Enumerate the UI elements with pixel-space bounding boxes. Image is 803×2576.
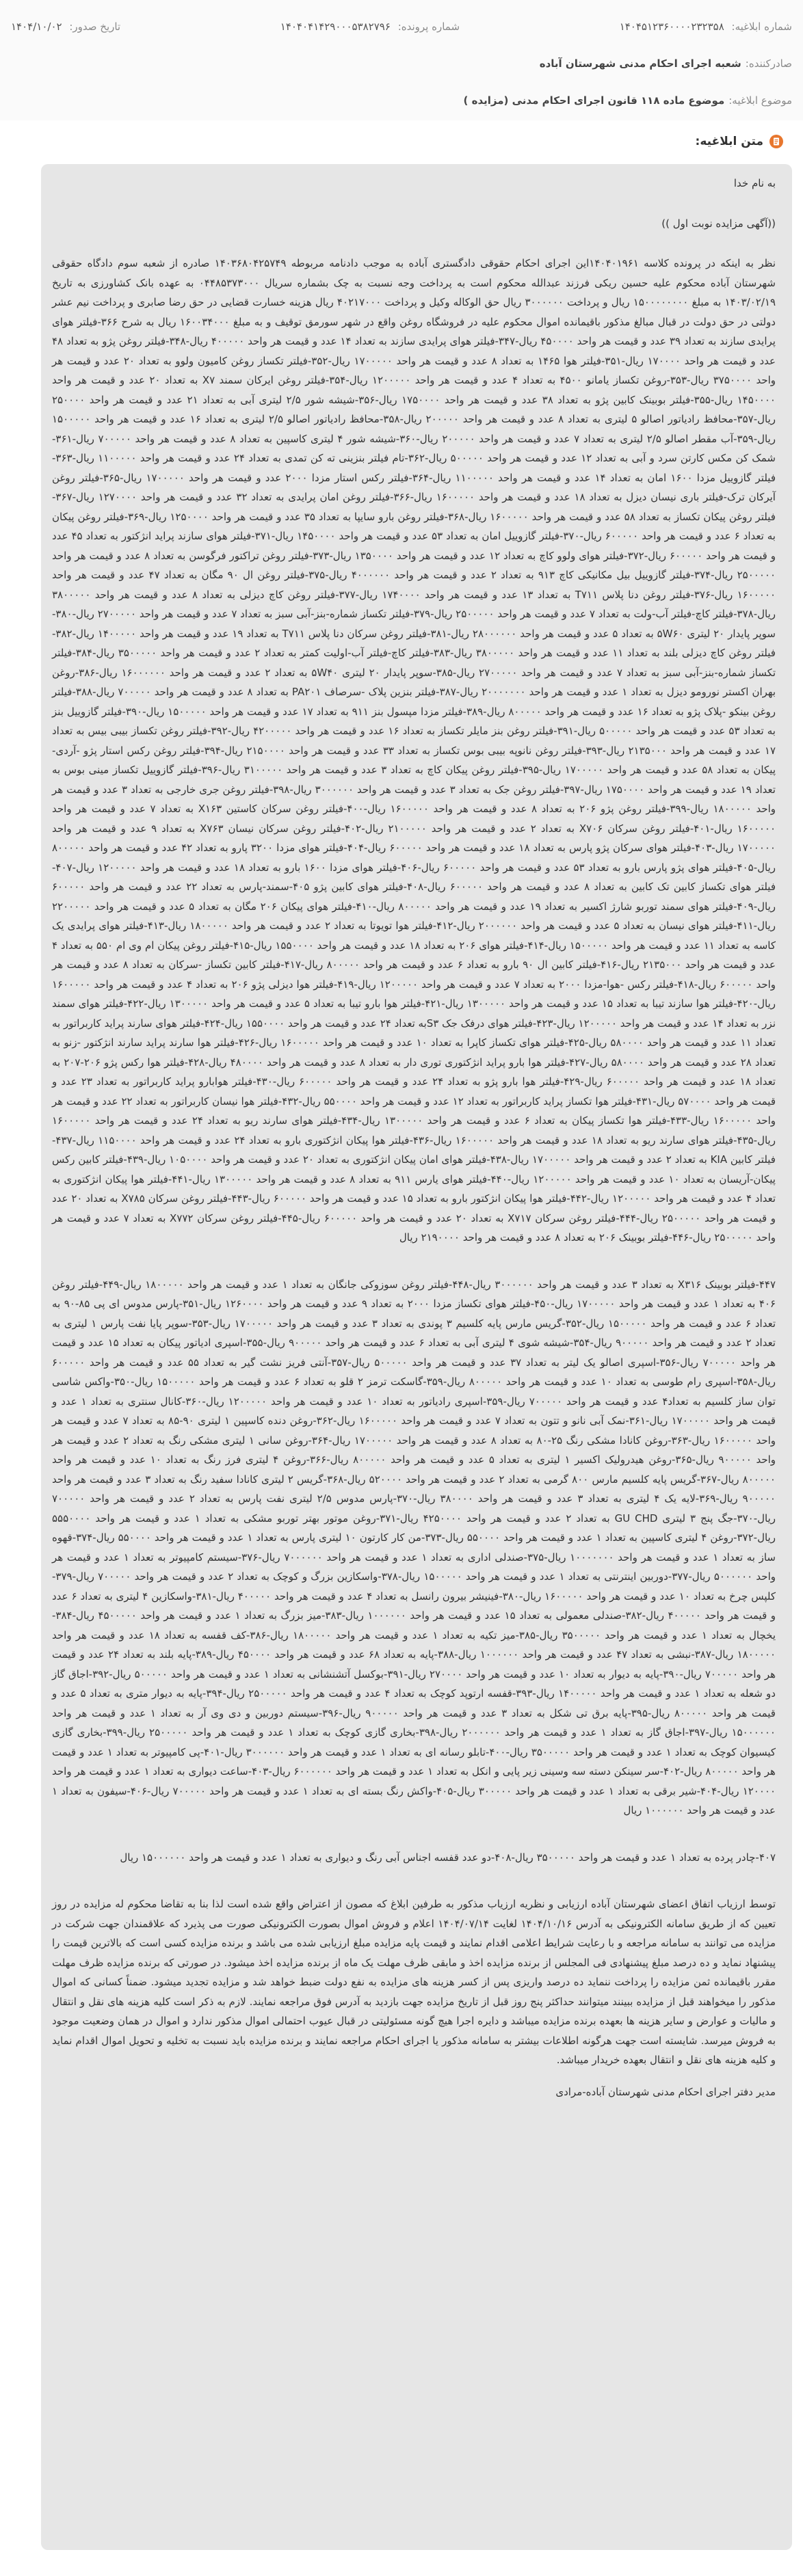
case-number-label: شماره پرونده: [397,21,460,33]
section-title [696,134,784,149]
notice-body [52,174,776,2114]
section-title-text: متن ابلاغیه: [695,135,763,148]
case-number: ۱۴۰۴۰۴۱۴۲۹۰۰۰۵۳۸۲۷۹۶ [280,21,391,33]
body-paragraph-items-1: نظر به اینکه در پرونده کلاسه ۱۴۰۴۰۱۹۶۱این اجرای احکام حقوقی دادگستری آباده به موجب دادنامه مربوطه ۱۴۰۳۶۸۰۴۲۵۷۴۹ صادره از شعبه سوم دادگاه حقوقی شهرستان آباده محکوم علیه حسین ریکی فرزند عبدالله محکوم است به پرداخت وجه نسبت به چک بشماره سریال ۰۴۴۸۵۳۷۳۰۰۰ به عهده بانک کشاورزی به تاریخ ۱۴۰۳/۰۲/۱۹ به مبلغ ۱۵۰۰۰۰۰۰۰۰ ریال و پرداخت ۳۰۰۰۰۰۰ ریال حق الوکاله وکیل و پرداخت ۴۰۲۱۷۰۰۰ ریال هزینه خسارت قضایی در حق رضا صابری و پرداخت نیم عشر دولتی در حق دولت در قبال مبالغ مذکور باقیمانده اموال محکوم علیه در فروشگاه روغن واقع در شهر سورمق توقیف و به مبلغ ۱۶۰۰۳۴۰۰۰ ریال به شرح ۳۶۶-فیلتر هوای پرایدی سازند به تعداد ۳۹ عدد و قیمت هر واحد ۴۵۰۰۰۰ ریال-۳۴۷-فیلتر هوای پرایدی سازند به تعداد ۱۴ عدد و قیمت هر واحد ۴۰۰۰۰۰ ریال-۳۴۸-فیلتر روغن پژو به تعداد ۴۸ عدد و قیمت هر واحد ۱۷۰۰۰۰ ریال-۳۵۱-فیلتر هوا ۱۴۶۵ به تعداد ۸ عدد و قیمت هر واحد ۱۷۰۰۰۰۰ ریال-۳۵۲-فیلتر تکساز روغن کامیون ولوو به تعداد ۲۰ عدد و قیمت هر واحد ۳۷۵۰۰۰۰ ریال-۳۵۳-روغن تکساز یامانو ۴۵۰۰ به تعداد ۴ عدد و قیمت هر واحد ۱۲۰۰۰۰۰ ریال-۳۵۴-فیلتر روغن ایرکان سمند X۷ به تعداد ۲۰ عدد و قیمت هر واحد ۱۴۵۰۰۰۰ ریال-۳۵۵-فیلتر بوبینک کابین پژو به تعداد ۳۸ عدد و قیمت هر واحد ۱۷۵۰۰۰۰ ریال-۳۵۶-شیشه شور ۲/۵ لیتری آبی به تعداد ۲۱ عدد و قیمت هر واحد ۲۵۰۰۰۰ ریال-۳۵۷-محافظ رادیاتور اصالو ۵ لیتری به تعداد ۸ عدد و قیمت هر واحد ۲۰۰۰۰۰ ریال-۳۵۸-محافظ رادیاتور اصالو ۲/۵ لیتری به تعداد ۱۶ عدد و قیمت هر واحد ۱۵۰۰۰۰۰ ریال-۳۵۹-آب مقطر اصالو ۲/۵ لیتری به تعداد ۷ عدد و قیمت هر واحد ۲۰۰۰۰۰ ریال-۳۶۰-شیشه شور ۴ لیتری کاسپین به تعداد ۸ عدد و قیمت هر واحد ۷۰۰۰۰۰ ریال-۳۶۱-شمک کن مکس کارتن سرد و آبی به تعداد ۱۲ عدد و قیمت هر واحد ۵۰۰۰۰۰ ریال-۳۶۲-تام فیلتر بنزینی ته کن تمدی به تعداد ۲۴ عدد و قیمت هر واحد ۱۱۰۰۰۰۰ ریال-۳۶۳-فیلتر گازوییل مزدا ۱۶۰۰ امان به تعداد ۱۴ عدد و قیمت هر واحد ۱۱۰۰۰۰۰ ریال-۳۶۴-فیلتر رکس استار مزدا ۲۰۰۰ عدد و قیمت هر واحد ۱۷۰۰۰۰۰ ریال-۳۶۵-فیلتر روغن آیرکان ترک-فیلتر باری نیسان دیزل به تعداد ۱۸ عدد و قیمت هر واحد ۱۶۰۰۰۰۰ ریال-۳۶۶-فیلتر روغن امان پرایدی به تعداد ۳۲ عدد و قیمت هر واحد ۱۲۷۰۰۰۰ ریال-۳۶۷-فیلتر روغن پیکان تکساز به تعداد ۵۸ عدد و قیمت هر واحد ۱۶۰۰۰۰۰ ریال-۳۶۸-فیلتر روغن بارو سایپا به تعداد ۳۵ عدد و قیمت هر واحد ۱۲۵۰۰۰۰ ریال-۳۶۹-فیلتر روغن پیکان به تعداد ۶ عدد و قیمت هر واحد ۶۰۰۰۰۰ ریال-۳۷۰-فیلتر گازوییل امان به تعداد ۵۳ عدد و قیمت هر واحد ۱۴۵۰۰۰۰ ریال-۳۷۱-فیلتر هوای سازند پراید انژکتور به تعداد ۴۵ عدد و قیمت هر واحد ۶۰۰۰۰۰ ریال-۳۷۲-فیلتر هوای ولوو کاچ به تعداد ۱۲ عدد و قیمت هر واحد ۱۳۵۰۰۰۰ ریال-۳۷۳-فیلتر روغن تراکتور فرگوسن به تعداد ۸ عدد و قیمت هر واحد ۲۵۰۰۰۰۰ ریال-۳۷۴-فیلتر گازوییل بیل مکانیکی کاچ ۹۱۳ به تعداد ۲ عدد و قیمت هر واحد ۴۰۰۰۰۰۰ ریال-۳۷۵-فیلتر روغن ال ۹۰ مگان به تعداد ۴۷ عدد و قیمت هر واحد ۱۶۰۰۰۰۰ ریال-۳۷۶-فیلتر روغن دنا پلاس T۷۱۱ به تعداد ۱۳ عدد و قیمت هر واحد ۱۷۴۰۰۰۰ ریال-۳۷۷-فیلتر روغن کاچ دیزلی به تعداد ۸ عدد و قیمت هر واحد ۳۸۰۰۰۰۰ ریال-۳۷۸-فیلتر کاچ-فیلتر آب-ولت به تعداد ۷ عدد و قیمت هر واحد ۲۵۰۰۰۰۰ ریال-۳۷۹-فیلتر تکساز شماره-بنز-آبی سبز به تعداد ۷ عدد و قیمت هر واحد ۲۷۰۰۰۰۰ ریال-۳۸۰-سوپر پایدار ۲۰ لیتری ۵W۶۰ به تعداد ۵ عدد و قیمت هر واحد ۲۸۰۰۰۰۰۰ ریال-۳۸۱-فیلتر روغن سرکان دنا پلاس T۷۱۱ به تعداد ۱۹ عدد و قیمت هر واحد ۱۴۰۰۰۰۰ ریال-۳۸۲-فیلتر روغن کاچ دیزلی بلند به تعداد ۱۱ عدد و قیمت هر واحد ۳۸۰۰۰۰۰ ریال-۳۸۳-فیلتر کاچ-فیلتر آب-اولیت کمتر به تعداد ۲ عدد و قیمت هر واحد ۳۵۰۰۰۰۰ ریال-۳۸۴-فیلتر تکساز شماره-بنز-آبی سبز به تعداد ۷ عدد و قیمت هر واحد ۲۷۰۰۰۰۰ ریال-۳۸۵-سوپر پایدار ۲۰ لیتری ۵W۴۰ به تعداد ۲ عدد و قیمت هر واحد ۱۶۰۰۰۰۰۰ ریال-۳۸۶-روغن بهران اکستر نورومو دیزل به تعداد ۱ عدد و قیمت هر واحد ۲۰۰۰۰۰۰۰ ریال-۳۸۷-فیلتر بنزین پلاک -سرصاف PA۲۰۱ به تعداد ۸ عدد و قیمت هر واحد ۷۰۰۰۰۰ ریال-۳۸۸-فیلتر روغن بینکو -پلاک پژو به تعداد ۱۶ عدد و قیمت هر واحد ۸۰۰۰۰۰ ریال-۳۸۹-فیلتر مزدا مپسول بنز ۹۱۱ به تعداد ۱۷ عدد و قیمت هر واحد ۱۵۰۰۰۰۰ ریال-۳۹۰-فیلتر گازوییل بنز به تعداد ۵۳ عدد و قیمت هر واحد ۵۰۰۰۰۰ ریال-۳۹۱-فیلتر روغن بنز مایلر تکساز به تعداد ۱۶ عدد و قیمت هر واحد ۴۲۰۰۰۰۰ ریال-۳۹۲-فیلتر روغن تکساز بیبی بیس به تعداد ۱۷ عدد و قیمت هر واحد ۲۱۳۵۰۰۰ ریال-۳۹۳-فیلتر روغن نانوپه بیبی بوس تکساز به تعداد ۳۳ عدد و قیمت هر واحد ۲۱۵۰۰۰۰ ریال-۳۹۴-فیلتر روغن رکس استار پژو -آردی-پیکان به تعداد ۵۸ عدد و قیمت هر واحد ۱۷۰۰۰۰۰ ریال-۳۹۵-فیلتر روغن پیکان کاچ به تعداد ۳ عدد و قیمت هر واحد ۳۱۰۰۰۰۰ ریال-۳۹۶-فیلتر گازوییل تکساز مینی بوس به تعداد ۱۹ عدد و قیمت هر واحد ۱۷۵۰۰۰۰ ریال-۳۹۷-فیلتر روغن جک به تعداد ۳ عدد و قیمت هر واحد ۳۰۰۰۰۰۰ ریال-۳۹۸-فیلتر روغن جری خارجی به تعداد ۳ عدد و قیمت هر واحد ۱۸۰۰۰۰۰ ریال-۳۹۹-فیلتر روغن پژو ۲۰۶ به تعداد ۸ عدد و قیمت هر واحد ۱۶۰۰۰۰۰ ریال-۴۰۰-فیلتر روغن سرکان کاستین X۱۶۳ به تعداد ۷ عدد و قیمت هر واحد ۱۶۰۰۰۰۰ ریال-۴۰۱-فیلتر روغن سرکان X۷۰۶ به تعداد ۲ عدد و قیمت هر واحد ۲۱۰۰۰۰۰ ریال-۴۰۲-فیلتر روغن سرکان نیسان X۷۶۳ به تعداد ۹ عدد و قیمت هر واحد ۱۷۰۰۰۰۰ ریال-۴۰۳-فیلتر هوای سرکان پژو پارس به تعداد ۱۸ عدد و قیمت هر واحد ۶۰۰۰۰۰ ریال-۴۰۴-فیلتر هوای مزدا ۳۲۰۰ پارو به تعداد ۴۲ عدد و قیمت هر واحد ۸۰۰۰۰۰ ریال-۴۰۵-فیلتر هوای پژو پارس بارو به تعداد ۵۳ عدد و قیمت هر واحد ۶۰۰۰۰۰ ریال-۴۰۶-فیلتر هوای مزدا ۱۶۰۰ بارو به تعداد ۱۸ عدد و قیمت هر واحد ۱۲۰۰۰۰۰ ریال-۴۰۷-فیلتر هوای تکساز کابین تک کابین به تعداد ۸ عدد و قیمت هر واحد ۶۰۰۰۰۰ ریال-۴۰۸-فیلتر هوای کابین پژو ۴۰۵-سمند-پارس به تعداد ۲۲ عدد و قیمت هر واحد ۶۰۰۰۰۰ ریال-۴۰۹-فیلتر هوای سمند توربو شارژ اکسیر به تعداد ۱۹ عدد و قیمت هر واحد ۸۰۰۰۰۰ ریال-۴۱۰-فیلتر هوای پیکان ۲۰۶ مگان به تعداد ۵ عدد و قیمت هر واحد ۲۲۰۰۰۰۰ ریال-۴۱۱-فیلتر هوای نیسان به تعداد ۵ عدد و قیمت هر واحد ۲۰۰۰۰۰۰ ریال-۴۱۲-فیلتر هوا تویوتا به تعداد ۲ عدد و قیمت هر واحد ۱۸۰۰۰۰۰ ریال-۴۱۳-فیلتر هوای پرایدی یک کاسه به تعداد ۱۱ عدد و قیمت هر واحد ۱۵۰۰۰۰۰ ریال-۴۱۴-فیلتر هوای ۲۰۶ به تعداد ۱۸ عدد و قیمت هر واحد ۱۵۵۰۰۰۰ ریال-۴۱۵-فیلتر روغن پیکان ام وی ام ۵۵۰ به تعداد ۴ عدد و قیمت هر واحد ۲۱۳۵۰۰۰ ریال-۴۱۶-فیلتر کابین ال ۹۰ بارو به تعداد ۶ عدد و قیمت هر واحد ۸۰۰۰۰۰ ریال-۴۱۷-فیلتر کابین تکساز -سرکان به تعداد ۸ عدد و قیمت هر واحد ۶۰۰۰۰۰ ریال-۴۱۸-فیلتر رکس -هوا-مزدا ۲۰۰۰ به تعداد ۷ عدد و قیمت هر واحد ۱۲۰۰۰۰۰ ریال-۴۱۹-فیلتر هوا دیزلی پژو ۲۰۶ به تعداد ۴ عدد و قیمت هر واحد ۱۶۰۰۰۰۰ ریال-۴۲۰-فیلتر هوا سازند تیبا به تعداد ۱۵ عدد و قیمت هر واحد ۱۳۰۰۰۰۰ ریال-۴۲۱-فیلتر هوا بارو تیبا به تعداد ۵ عدد و قیمت هر واحد ۱۳۰۰۰۰۰ ریال-۴۲۲-فیلتر هوای سمند نزر به تعداد ۱۴ عدد و قیمت هر واحد ۱۲۰۰۰۰۰ ریال-۴۲۳-فیلتر هوای درفک جک S۳به تعداد ۲۴ عدد و قیمت هر واحد ۱۵۵۰۰۰۰ ریال-۴۲۴-فیلتر هوای سارند پراید کاربراتور به تعداد ۱۱ عدد و قیمت هر واحد ۵۸۰۰۰۰ ریال-۴۲۵-فیلتر هوای تکساز کاپرا به تعداد ۱۰ عدد و قیمت هر واحد ۱۶۰۰۰۰۰ ریال-۴۲۶-فیلتر هوا سارند پراید سارند انژکتور -زنو به تعداد ۲۸ عدد و قیمت هر واحد ۵۸۰۰۰۰ ریال-۴۲۷-فیلتر هوا بارو پراید انژکتوری توری دار به تعداد ۸ عدد و قیمت هر واحد ۴۸۰۰۰۰ ریال-۴۲۸-فیلتر هوا رکس پژو ۲۰۶-۲۰۷ به تعداد ۱۸ عدد و قیمت هر واحد ۶۰۰۰۰۰ ریال-۴۲۹-فیلتر هوا بارو پژو به تعداد ۲۴ عدد و قیمت هر واحد ۶۰۰۰۰۰ ریال-۴۳۰-فیلتر هوابارو پراید کاربراتور به تعداد ۲۳ عدد و قیمت هر واحد ۵۷۰۰۰۰ ریال-۴۳۱-فیلتر هوا تکساز پراید کاربراتور به تعداد ۱۲ عدد و قیمت هر واحد ۵۵۰۰۰۰ ریال-۴۳۲-فیلتر هوا نیسان کاربراتور به تعداد ۲۲ عدد و قیمت هر واحد ۱۶۰۰۰۰۰ ریال-۴۳۳-فیلتر هوا تکساز پیکان به تعداد ۶ عدد و قیمت هر واحد ۱۳۰۰۰۰۰ ریال-۴۳۴-فیلتر هوای سارند ریو به تعداد ۲۴ عدد و قیمت هر واحد ۱۶۰۰۰۰۰ ریال-۴۳۵-فیلتر هوای سارند ریو به تعداد ۱۸ عدد و قیمت هر واحد ۱۶۰۰۰۰۰ ریال-۴۳۶-فیلتر هوا پیکان انژکتوری بارو به تعداد ۲۴ عدد و قیمت هر واحد ۱۱۵۰۰۰۰ ریال-۴۳۷-فیلتر کابین KIA به تعداد ۲ عدد و قیمت هر واحد ۱۷۰۰۰۰۰ ریال-۴۳۸-فیلتر هوای امان پیکان انژکتوری به تعداد ۲۰ عدد و قیمت هر واحد ۱۰۵۰۰۰۰ ریال-۴۳۹-فیلتر کابین رکس پیکان-آریسان به تعداد ۱۰ عدد و قیمت هر واحد ۱۲۰۰۰۰۰ ریال-۴۴۰-فیلتر هوای یارس ۹۱۱ به تعداد ۸ عدد و قیمت هر واحد ۱۳۰۰۰۰۰ ریال-۴۴۱-فیلتر هوا پیکان انژکتوری به تعداد ۴ عدد و قیمت هر واحد ۱۲۰۰۰۰۰ ریال-۴۴۲-فیلتر هوا پیکان انژکتور بارو به تعداد ۱۵ عدد و قیمت هر واحد ۶۰۰۰۰۰ ریال-۴۴۳-فیلتر روغن سرکان X۷۸۵ به تعداد ۲۰ عدد و قیمت هر واحد ۲۵۰۰۰۰۰ ریال-۴۴۴-فیلتر روغن سرکان X۷۱۷ به تعداد ۲۰ عدد و قیمت هر واحد ۶۰۰۰۰۰ ریال-۴۴۵-فیلتر روغن سرکان X۷۷۲ به تعداد ۷ عدد و قیمت هر واحد ۲۵۰۰۰۰۰ ریال-۴۴۶-فیلتر بوبینک ۲۰۶ به تعداد ۸ عدد و قیمت هر واحد ۲۱۹۰۰۰۰ ریال [52,257,776,1244]
header-row-subject [11,90,792,111]
case-number-field [280,21,460,33]
body-paragraph-terms: توسط ارزیاب اتفاق اعضای شهرستان آباده ارزیابی و نظریه ارزیاب مذکور به طرفین ابلاغ که مصون از اعتراض واقع شده است لذا بنا به تقاضا محکوم له مزایده در روز تعیین که از طریق سامانه الکترونیکی به آدرس ۱۴۰۴/۱۰/۱۶ لغایت ۱۴۰۴/۰۷/۱۴ اعلام و فروش اموال بصورت الکترونیکی صورت می پذیرد که علاقمندان جهت شرکت در مزایده می توانند به سامانه مراجعه و با رعایت شرایط اعلامی اقدام نمایند و قیمت پایه مزایده مبلغ ارزیابی شده می باشد و برنده مزایده کسی است که بالاترین قیمت را پیشنهاد نماید و ده درصد مبلغ پیشنهادی فی المجلس از برنده مزایده اخذ و مابقی ظرف مهلت یک ماه از برنده مزایده اخذ میشود. در صورتی که برنده مزایده ظرف مهلت مقرر باقیمانده ثمن مزایده را پرداخت ننماید ده درصد واریزی پس از کسر هزینه های مزایده به نفع دولت ضبط خواهد شد و مزایده تجدید میشود. ضمناً کسانی که اموال مذکور را میخواهند قبل از مزایده ببینند میتوانند حداکثر پنج روز قبل از تاریخ مزایده جهت بازدید به آدرس فوق مراجعه نمایند. لازم به ذکر است کلیه هزینه های نقل و انتقال و مالیات و عوارض و سایر هزینه ها بعهده برنده مزایده میباشد و دایره اجرا هیچ گونه مسئولیتی در قبال عیوب احتمالی اموال مذکور ندارد و اموال در همان وضعیت موجود به فروش میرسد. شایسته است جهت هرگونه اطلاعات بیشتر به سامانه مذکور یا اجرای احکام مراجعه نمایند و برنده مزایده باید نسبت به تخلیه و تحویل اموال اقدام نماید و کلیه هزینه های نقل و انتقال بعهده خریدار میباشد. [52,1898,776,2066]
document-icon [769,134,784,149]
header-row-issuer [11,53,792,74]
body-paragraph-items-2: ۴۴۷-فیلتر بوبینک X۳۱۶ به تعداد ۳ عدد و قیمت هر واحد ۳۰۰۰۰۰۰ ریال-۴۴۸-فیلتر روغن سوزوکی جانگان به تعداد ۱ عدد و قیمت هر واحد ۱۸۰۰۰۰۰ ریال-۴۴۹-فیلتر روغن ۴۰۶ به تعداد ۱ عدد و قیمت هر واحد ۱۷۰۰۰۰۰ ریال-۴۵۰-فیلتر هوای تکساز مزدا ۲۰۰۰ به تعداد ۹ عدد و قیمت هر واحد ۱۲۶۰۰۰۰ ریال-۳۵۱-پارس مدوس ای پی ۸۵-۹۰ به تعداد ۶ عدد و قیمت هر واحد ۱۵۰۰۰۰۰ ریال-۳۵۲-گریس مارس پایه کلسیم ۳ پوندی به تعداد ۳ عدد و قیمت هر واحد ۱۷۰۰۰۰۰ ریال-۳۵۳-سوپر پایا نفت پارس ۱ لیتری به تعداد ۲ عدد و قیمت هر واحد ۹۰۰۰۰۰ ریال-۳۵۴-شیشه شوی ۴ لیتری آبی به تعداد ۶ عدد و قیمت هر واحد ۹۰۰۰۰۰ ریال-۳۵۵-اسپری ادیاتور پیکان به تعداد ۱۵ عدد و قیمت هر واحد ۷۰۰۰۰۰ ریال-۳۵۶-اسپری اصالو یک لیتر به تعداد ۳۷ عدد و قیمت هر واحد ۵۰۰۰۰۰ ریال-۳۵۷-آنتی فریز نشت گیر به تعداد ۵۵ عدد و قیمت هر واحد ۶۰۰۰۰۰ ریال-۳۵۸-اسپری رام طوسی به تعداد ۱۰ عدد و قیمت هر واحد ۸۰۰۰۰۰ ریال-۳۵۹-گاسکت ترمز ۲ قلو به تعداد ۶ عدد و قیمت هر واحد ۱۵۰۰۰۰۰ ریال-۳۵۰-واکس شاسی توان ساز کلسیم به تعداد۴ عدد و قیمت هر واحد ۷۰۰۰۰۰ ریال-۳۵۹-اسپری رادیاتور به تعداد ۱۰ عدد و قیمت هر واحد ۱۲۰۰۰۰۰ ریال-۳۶۰-کانال سنتری به تعداد ۱ عدد و قیمت هر واحد ۱۷۰۰۰۰۰ ریال-۳۶۱-نمک آبی نانو و تتون به تعداد ۷ عدد و قیمت هر واحد ۱۶۰۰۰۰۰ ریال-۳۶۲-روغن دنده کاسپین ۱ لیتری ۹۰-۸۵ به تعداد ۷ عدد و قیمت هر واحد ۱۶۰۰۰۰۰ ریال-۳۶۳-روغن کانادا مشکی رنگ ۲۵-۸۰ به تعداد ۸ عدد و قیمت هر واحد ۱۷۰۰۰۰۰ ریال-۳۶۴-روغن سانی ۱ لیتری مشکی رنگ به تعداد ۲ عدد و قیمت هر واحد ۹۰۰۰۰۰ ریال-۳۶۵-روغن هیدرولیک اکسیر ۱ لیتری به تعداد ۵ عدد و قیمت هر واحد ۸۰۰۰۰۰ ریال-۳۶۶-روغن ۴ لیتری فرز رنگ به تعداد ۱۰ عدد و قیمت هر واحد ۸۰۰۰۰۰ ریال-۳۶۷-گریس پایه کلسیم مارس ۸۰۰ گرمی به تعداد ۲ عدد و قیمت هر واحد ۵۲۰۰۰۰ ریال-۳۶۸-گریس ۲ لیتری کانادا سفید رنگ به تعداد ۳ عدد و قیمت هر واحد ۹۰۰۰۰۰ ریال-۳۶۹-لایه یک ۴ لیتری به تعداد ۳ عدد و قیمت هر واحد ۳۸۰۰۰۰ ریال-۳۷۰-پارس مدوس ۲/۵ لیتری نفت پارس به تعداد ۲ عدد و قیمت هر واحد ۷۰۰۰۰۰ ریال-۳۷۰-جگ پنج ۳ لیتری GU CHD به تعداد ۲ عدد و قیمت هر واحد ۴۲۵۰۰۰۰ ریال-۳۷۱-روغن موتور بهتر توربو مشکی به تعداد ۱ عدد و قیمت هر واحد ۵۵۵۰۰۰۰ ریال-۳۷۲-روغن ۴ لیتری کاسپین به تعداد ۱ عدد و قیمت هر واحد ۵۵۰۰۰۰ ریال-۳۷۳-من کار کارتون ۱۰ لیتری پارس به تعداد ۱ عدد و قیمت هر واحد ۵۵۰۰۰۰ ریال-۳۷۴-قهوه ساز به تعداد ۱ عدد و قیمت هر واحد ۱۰۰۰۰۰۰۰ ریال-۳۷۵-صندلی اداری به تعداد ۱ عدد و قیمت هر واحد ۷۰۰۰۰۰۰ ریال-۳۷۶-سیستم کامپیوتر به تعداد ۱ عدد و قیمت هر واحد ۵۰۰۰۰۰۰ ریال-۳۷۷-دوربین اینترنتی به تعداد ۱ عدد و قیمت هر واحد ۱۵۰۰۰۰۰ ریال-۳۷۸-واسکازین بزرگ و کوچک به تعداد ۲ عدد و قیمت هر واحد ۷۰۰۰۰۰ ریال-۳۷۹-کلپس چرخ به تعداد ۱۰ عدد و قیمت هر واحد ۱۶۰۰۰۰۰ ریال-۳۸۰-فینیشر بیرون رانسل به تعداد ۴ عدد و قیمت هر واحد ۴۰۰۰۰۰ ریال-۳۸۱-واسکازین ۴ لیتری به تعداد ۶ عدد و قیمت هر واحد ۴۰۰۰۰۰ ریال-۳۸۲-صندلی معمولی به تعداد ۱۵ عدد و قیمت هر واحد ۱۰۰۰۰۰۰ ریال-۳۸۳-میز بزرگ به تعداد ۱ عدد و قیمت هر واحد ۴۵۰۰۰۰۰ ریال-۳۸۴-یخچال به تعداد ۱ عدد و قیمت هر واحد ۳۵۰۰۰۰۰ ریال-۳۸۵-میز تکیه به تعداد ۱ عدد و قیمت هر واحد ۱۸۰۰۰۰۰ ریال-۳۸۶-کف قفسه به تعداد ۱۸ عدد و قیمت هر واحد ۱۸۰۰۰۰۰ ریال-۳۸۷-نبشی به تعداد ۴۷ عدد و قیمت هر واحد ۱۰۰۰۰۰۰ ریال-۳۸۸-پایه به تعداد ۶۸ عدد و قیمت هر واحد ۴۵۰۰۰۰ ریال-۳۸۹-پایه بلند به تعداد ۲۴ عدد و قیمت هر واحد ۷۰۰۰۰۰ ریال-۳۹۰-پایه به دیوار به تعداد ۱۰ عدد و قیمت هر واحد ۲۷۰۰۰۰ ریال-۳۹۱-بوکسل آتشنشانی به تعداد ۱ عدد و قیمت هر واحد ۵۰۰۰۰۰ ریال-۳۹۲-اجاق گاز دو شعله به تعداد ۱ عدد و قیمت هر واحد ۱۴۰۰۰۰۰ ریال-۳۹۳-قفسه ارتوپد کوچک به تعداد ۴ عدد و قیمت هر واحد ۲۵۰۰۰۰۰ ریال-۳۹۴-پایه به دیوار متری به تعداد ۵ عدد و قیمت هر واحد ۸۰۰۰۰۰ ریال-۳۹۵-پایه برق تی شکل به تعداد ۳ عدد و قیمت هر واحد ۹۰۰۰۰۰ ریال-۳۹۶-سیستم دوربین و دی وی آر به تعداد ۱ عدد و قیمت هر واحد ۱۵۰۰۰۰۰۰ ریال-۳۹۷-اجاق گاز به تعداد ۱ عدد و قیمت هر واحد ۲۰۰۰۰۰۰ ریال-۳۹۸-بخاری گازی کوچک به تعداد ۱ عدد و قیمت هر واحد ۲۵۰۰۰۰۰ ریال-۳۹۹-بخاری گازی کیسیوان کوچک به تعداد ۱ عدد و قیمت هر واحد ۳۵۰۰۰۰۰ ریال-۴۰۰-تابلو رسانه ای به تعداد ۱ عدد و قیمت هر واحد ۳۰۰۰۰۰۰ ریال-۴۰۱-پی کامپیوتر به تعداد ۱ عدد و قیمت هر واحد ۸۰۰۰۰۰ ریال-۴۰۲-سر سینکن دسته سه وسینی زیر پایی و انکل به تعداد ۱ عدد و قیمت هر واحد ۶۰۰۰۰۰۰ ریال-۴۰۳-ساعت دیواری به تعداد ۱ عدد و قیمت هر واحد ۱۲۰۰۰۰ ریال-۴۰۴-شیر برقی به تعداد ۱ عدد و قیمت هر واحد ۳۰۰۰۰۰ ریال-۴۰۵-واکش رنگ بسته ای به تعداد ۱ عدد و قیمت هر واحد ۷۰۰۰۰۰ ریال-۴۰۶-سیفون به تعداد ۱ عدد و قیمت هر واحد ۱۰۰۰۰۰۰ ریال [52,1278,776,1816]
issue-date-label: تاریخ صدور: [69,21,121,33]
issuer-label: صادرکننده: [745,57,792,70]
notice-number: ۱۴۰۴۵۱۲۳۶۰۰۰۰۲۳۲۳۵۸ [619,21,724,33]
subject-label: موضوع ابلاغیه: [728,94,792,107]
section-title-bar [0,120,803,164]
signature: مدیر دفتر اجرای احکام مدنی شهرستان آباده-مرادی [555,2085,776,2098]
issuer-name: شعبه اجرای احکام مدنی شهرستان آباده [539,57,741,70]
body-paragraph-items-3: ۴۰۷-چادر پرده به تعداد ۱ عدد و قیمت هر واحد ۳۵۰۰۰۰۰ ریال-۴۰۸-دو عدد قفسه اجناس آبی رنگ و دیواری به تعداد ۱ عدد و قیمت هر واحد ۱۵۰۰۰۰۰۰ ریال [120,1851,776,1864]
subject-text: موضوع ماده ۱۱۸ قانون اجرای احکام مدنی (مزایده ) [463,94,725,107]
basmala: به نام خدا [733,177,776,189]
issue-date-field [11,21,120,33]
notice-number-field [620,21,792,33]
announcement-heading: ((آگهی مزایده نوبت اول )) [661,217,776,230]
notice-header [0,0,803,121]
header-row-numbers [11,16,792,37]
issue-date: ۱۴۰۴/۱۰/۰۲ [11,21,62,33]
notice-number-label: شماره ابلاغیه: [731,21,792,33]
